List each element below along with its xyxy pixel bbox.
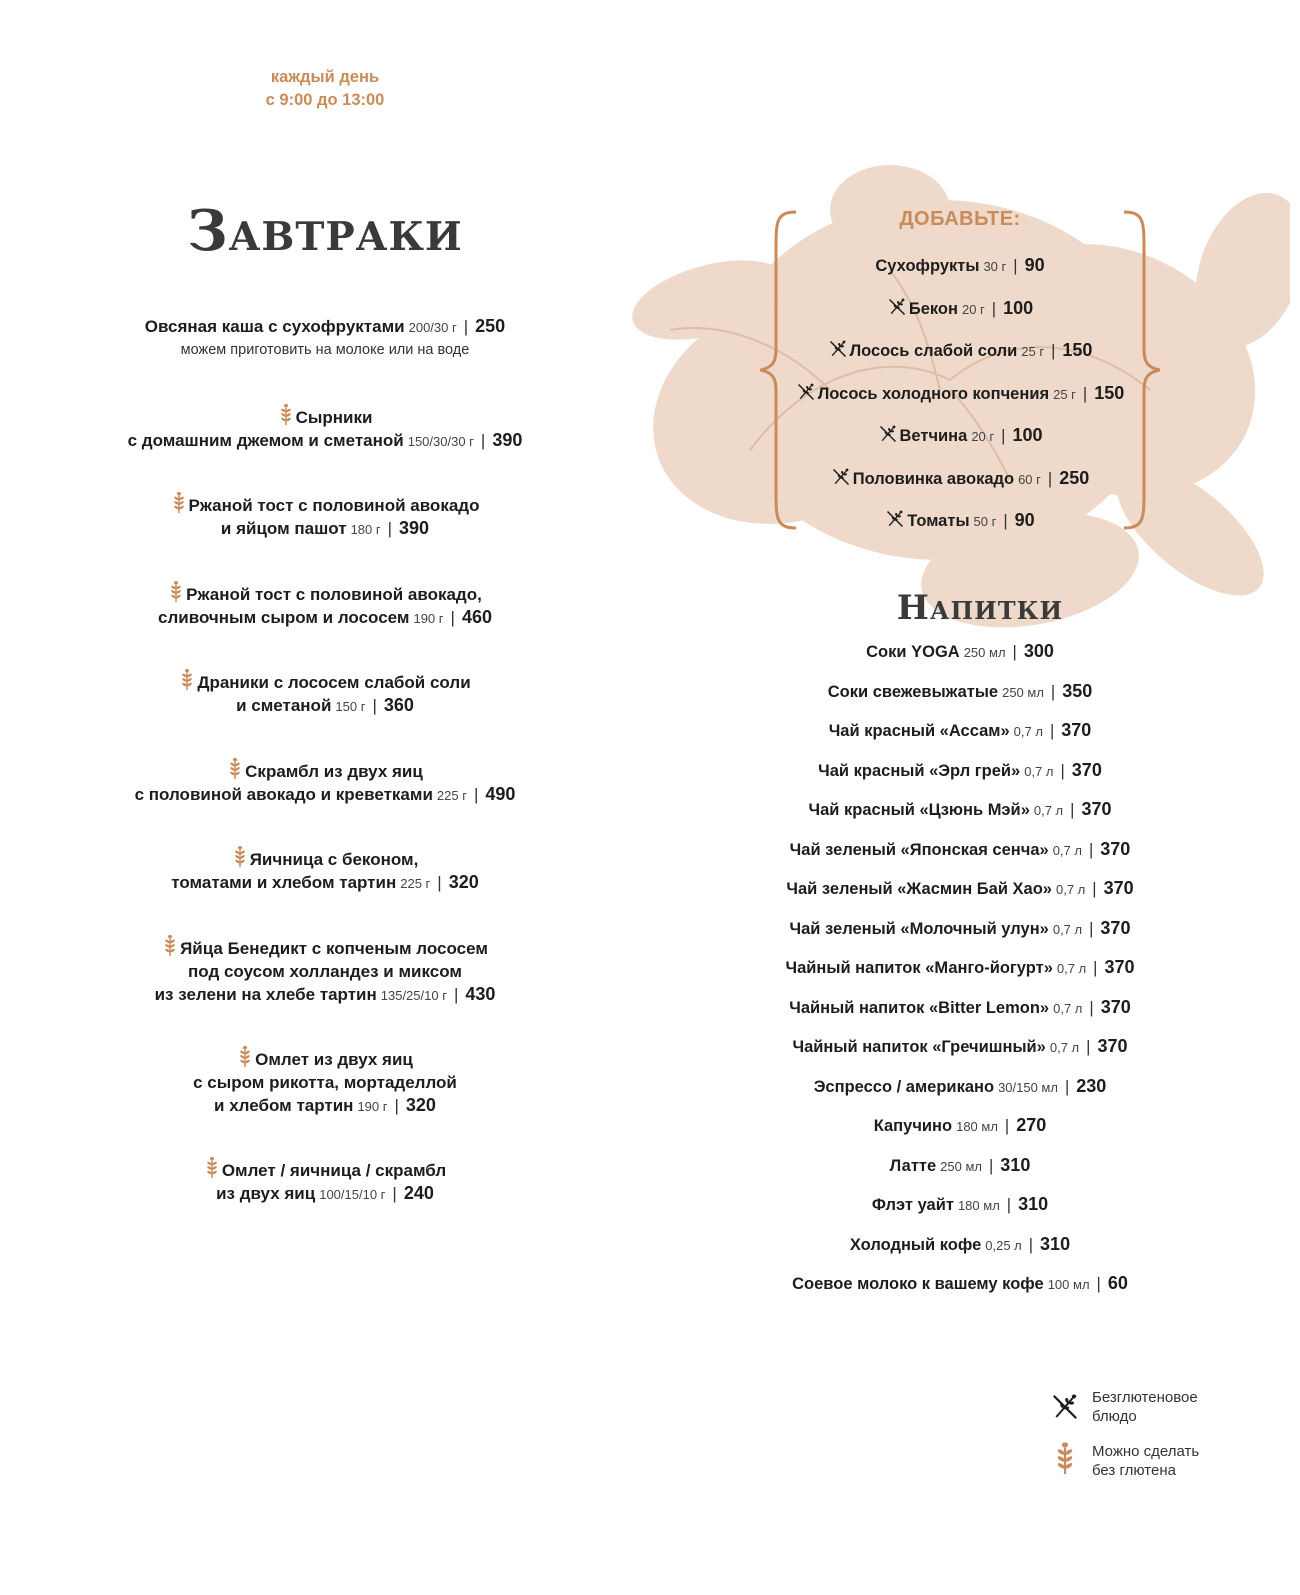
hours-line-1: каждый день bbox=[270, 68, 380, 86]
item-price: 360 bbox=[383, 695, 414, 715]
addon-item: Половинка авокадо 60 г | 250 bbox=[760, 465, 1160, 508]
addon-price: 150 bbox=[1062, 340, 1093, 360]
drink-item: Чай зеленый «Жасмин Бай Хао» 0,7 л | 370 bbox=[786, 878, 1134, 898]
drink-item: Чайный напиток «Bitter Lemon» 0,7 л | 370 bbox=[789, 996, 1131, 1017]
addon-name: Сухофрукты bbox=[875, 257, 980, 275]
drink-item: Чай красный «Цзюнь Мэй» 0,7 л | 370 bbox=[808, 799, 1112, 819]
drinks-section-title: Напитки bbox=[896, 588, 1064, 628]
menu-item: Омлет из двух яиц с сыром рикотта, мортаделлой и хлебом тартин 190 г | 320 bbox=[100, 1046, 550, 1118]
item-weight: 225 г bbox=[436, 788, 467, 803]
addon-name: Бекон bbox=[908, 299, 958, 318]
drink-volume: 180 мл bbox=[957, 1198, 1000, 1213]
drink-item: Эспрессо / американо 30/150 мл | 230 bbox=[813, 1075, 1107, 1096]
item-note: можем приготовить на молоке или на воде bbox=[180, 342, 470, 358]
drink-price: 60 bbox=[1107, 1273, 1128, 1293]
drink-volume: 0,7 л bbox=[1056, 882, 1086, 897]
item-price: 490 bbox=[485, 784, 516, 804]
drink-item: Чай зеленый «Японская сенча» 0,7 л | 370 bbox=[789, 838, 1131, 859]
drink-price: 370 bbox=[1100, 838, 1131, 859]
drink-price: 370 bbox=[1100, 917, 1131, 938]
gluten-free-icon bbox=[885, 509, 905, 529]
item-name: Ржаной тост с половиной авокадо, bbox=[186, 585, 482, 604]
addon-item: Бекон 20 г | 100 bbox=[760, 295, 1160, 338]
drink-name: Капучино bbox=[873, 1117, 953, 1135]
menu-item: Ржаной тост с половиной авокадо и яйцом пашот 180 г | 390 bbox=[100, 492, 550, 541]
item-name: Драники с лососем слабой соли bbox=[197, 673, 471, 692]
legend-gluten-free-line2: блюдо bbox=[1092, 1408, 1137, 1425]
item-name: Яичница с беконом, bbox=[249, 850, 419, 869]
drink-item: Холодный кофе 0,25 л | 310 bbox=[849, 1233, 1071, 1254]
addon-price: 90 bbox=[1014, 510, 1035, 530]
item-price: 320 bbox=[448, 872, 479, 892]
menu-item: Скрамбл из двух яиц с половиной авокадо и креветками 225 г | 490 bbox=[100, 758, 550, 807]
item-weight: 190 г bbox=[413, 611, 444, 626]
menu-item: Ржаной тост с половиной авокадо, сливочным сыром и лососем 190 г | 460 bbox=[100, 581, 550, 630]
gluten-free-icon bbox=[878, 424, 898, 444]
wheat-icon bbox=[162, 935, 178, 957]
drink-item: Латте 250 мл | 310 bbox=[889, 1154, 1031, 1175]
item-price: 240 bbox=[403, 1183, 434, 1203]
addon-weight: 30 г bbox=[983, 259, 1007, 274]
addon-item: Лосось слабой соли 25 г | 150 bbox=[760, 337, 1160, 380]
drink-price: 370 bbox=[1081, 799, 1112, 819]
addon-weight: 25 г bbox=[1053, 386, 1076, 402]
item-name: Ржаной тост с половиной авокадо bbox=[188, 496, 480, 515]
addons-heading: ДОБАВЬТЕ: bbox=[899, 208, 1021, 230]
drink-price: 230 bbox=[1076, 1075, 1107, 1096]
drink-name: Чай зеленый «Японская сенча» bbox=[789, 840, 1049, 859]
drink-price: 370 bbox=[1061, 720, 1092, 740]
drink-volume: 0,7 л bbox=[1013, 724, 1043, 739]
item-name-cont: и сметаной bbox=[236, 696, 332, 715]
drink-item: Чай красный «Эрл грей» 0,7 л | 370 bbox=[818, 759, 1102, 780]
drink-item: Чай зеленый «Молочный улун» 0,7 л | 370 bbox=[789, 917, 1131, 938]
hours-line-2: с 9:00 до 13:00 bbox=[265, 91, 385, 109]
drink-item: Соки свежевыжатые 250 мл | 350 bbox=[827, 680, 1093, 701]
menu-item: Омлет / яичница / скрамбл из двух яиц 100/15/10 г | 240 bbox=[100, 1157, 550, 1206]
drink-item: Соки YOGA 250 мл | 300 bbox=[866, 641, 1054, 661]
item-price: 390 bbox=[492, 430, 523, 450]
item-name-cont: под соусом холландез и миксом bbox=[188, 962, 462, 981]
gluten-free-icon bbox=[887, 297, 907, 317]
drink-price: 370 bbox=[1103, 878, 1134, 898]
item-weight: 190 г bbox=[357, 1099, 388, 1114]
item-name: Скрамбл из двух яиц bbox=[245, 762, 423, 781]
item-name-cont: томатами и хлебом тартин bbox=[171, 873, 397, 892]
drink-price: 300 bbox=[1023, 641, 1054, 661]
item-price: 430 bbox=[465, 984, 496, 1004]
item-name-cont: с половиной авокадо и креветками bbox=[134, 785, 433, 804]
addon-price: 90 bbox=[1024, 255, 1045, 275]
drink-name: Чай красный «Ассам» bbox=[828, 722, 1010, 740]
addon-weight: 20 г bbox=[961, 301, 985, 317]
drink-name: Чай зеленый «Молочный улун» bbox=[789, 919, 1049, 938]
item-name: Сырники bbox=[295, 408, 373, 427]
item-price: 250 bbox=[475, 316, 506, 336]
drink-price: 310 bbox=[1040, 1233, 1071, 1254]
item-name: Омлет / яичница / скрамбл bbox=[221, 1161, 447, 1180]
drink-name: Чайный напиток «Гречишный» bbox=[792, 1038, 1046, 1056]
drink-volume: 0,7 л bbox=[1052, 842, 1082, 858]
addon-weight: 20 г bbox=[971, 429, 995, 444]
item-weight: 180 г bbox=[350, 522, 381, 537]
wheat-icon bbox=[237, 1046, 253, 1068]
legend-can-make-line2: без глютена bbox=[1092, 1462, 1176, 1479]
wheat-icon bbox=[227, 758, 243, 780]
drink-volume: 0,7 л bbox=[1033, 803, 1064, 818]
wheat-icon bbox=[278, 404, 294, 426]
drink-price: 370 bbox=[1097, 1036, 1128, 1056]
addon-item: Лосось холодного копчения 25 г | 150 bbox=[760, 380, 1160, 423]
drink-name: Латте bbox=[889, 1156, 937, 1175]
addon-name: Ветчина bbox=[899, 427, 968, 445]
item-weight: 135/25/10 г bbox=[380, 988, 447, 1003]
gluten-free-icon bbox=[831, 467, 851, 487]
drink-name: Соки YOGA bbox=[866, 643, 960, 661]
item-name-cont: из зелени на хлебе тартин bbox=[154, 985, 377, 1004]
drink-volume: 0,7 л bbox=[1052, 921, 1083, 937]
item-name-cont: сливочным сыром и лососем bbox=[158, 608, 410, 627]
drink-item: Чай красный «Ассам» 0,7 л | 370 bbox=[828, 720, 1092, 740]
drink-name: Чайный напиток «Манго-йогурт» bbox=[785, 959, 1053, 977]
drink-volume: 0,7 л bbox=[1024, 763, 1054, 779]
addon-weight: 50 г bbox=[973, 514, 997, 529]
item-name-cont: с сыром рикотта, мортаделлой bbox=[193, 1073, 457, 1092]
item-weight: 200/30 г bbox=[408, 320, 457, 335]
item-name-cont: и яйцом пашот bbox=[220, 519, 347, 538]
drink-volume: 0,7 л bbox=[1056, 961, 1087, 976]
drink-volume: 100 мл bbox=[1047, 1277, 1090, 1292]
gluten-free-icon bbox=[828, 339, 848, 359]
drink-item: Чайный напиток «Манго-йогурт» 0,7 л | 370 bbox=[785, 957, 1135, 977]
addon-name: Лосось слабой соли bbox=[849, 342, 1018, 360]
drink-item: Флэт уайт 180 мл | 310 bbox=[871, 1194, 1049, 1214]
addon-item: Сухофрукты 30 г | 90 bbox=[875, 255, 1045, 275]
wheat-icon bbox=[179, 669, 195, 691]
item-name: Овсяная каша с сухофруктами bbox=[144, 317, 405, 336]
addon-price: 150 bbox=[1094, 382, 1125, 403]
drink-name: Холодный кофе bbox=[849, 1235, 982, 1254]
addon-weight: 60 г bbox=[1018, 471, 1041, 487]
drink-name: Соевое молоко к вашему кофе bbox=[792, 1275, 1044, 1293]
item-price: 460 bbox=[461, 607, 492, 627]
addon-name: Половинка авокадо bbox=[852, 469, 1015, 488]
wheat-icon bbox=[1054, 1442, 1076, 1476]
item-name-cont: и хлебом тартин bbox=[214, 1096, 354, 1115]
item-weight: 100/15/10 г bbox=[319, 1187, 386, 1202]
drink-name: Чай зеленый «Жасмин Бай Хао» bbox=[786, 880, 1052, 898]
drink-name: Флэт уайт bbox=[871, 1196, 954, 1214]
drink-name: Соки свежевыжатые bbox=[827, 682, 999, 701]
drink-volume: 0,7 л bbox=[1053, 1000, 1083, 1016]
item-weight: 150 г bbox=[335, 699, 366, 714]
item-name-cont: из двух яиц bbox=[216, 1184, 316, 1203]
drink-item: Чайный напиток «Гречишный» 0,7 л | 370 bbox=[792, 1036, 1128, 1056]
drink-price: 270 bbox=[1016, 1115, 1047, 1135]
breakfast-section-title: Завтраки bbox=[187, 198, 463, 264]
drink-volume: 250 мл bbox=[963, 645, 1006, 660]
drink-volume: 180 мл bbox=[956, 1119, 998, 1134]
drink-volume: 250 мл bbox=[940, 1158, 982, 1174]
addons-list bbox=[760, 252, 1160, 550]
opening-hours bbox=[220, 66, 430, 112]
drink-name: Чайный напиток «Bitter Lemon» bbox=[789, 998, 1050, 1017]
drink-name: Эспрессо / американо bbox=[813, 1077, 995, 1096]
addon-price: 100 bbox=[1003, 297, 1034, 318]
drinks-list bbox=[740, 638, 1180, 1310]
wheat-icon bbox=[204, 1157, 220, 1179]
drink-item: Капучино 180 мл | 270 bbox=[873, 1115, 1047, 1135]
drink-volume: 250 мл bbox=[1002, 684, 1044, 700]
addon-name: Томаты bbox=[907, 512, 970, 530]
drink-volume: 0,7 л bbox=[1049, 1040, 1080, 1055]
addon-item: Томаты 50 г | 90 bbox=[760, 507, 1160, 550]
item-price: 390 bbox=[399, 518, 430, 538]
drink-item: Соевое молоко к вашему кофе 100 мл | 60 bbox=[792, 1273, 1128, 1293]
drink-price: 310 bbox=[1000, 1154, 1031, 1175]
menu-item: Яйца Бенедикт с копченым лососем под соусом холландез и миксом из зелени на хлебе тартин 135/25/10 г | 430 bbox=[100, 935, 550, 1007]
gluten-free-icon bbox=[1050, 1392, 1080, 1422]
menu-item: Сырники с домашним джемом и сметаной 150/30/30 г | 390 bbox=[100, 404, 550, 453]
drink-name: Чай красный «Цзюнь Мэй» bbox=[808, 801, 1030, 819]
addon-item: Ветчина 20 г | 100 bbox=[760, 422, 1160, 465]
legend-gluten-free-line1: Безглютеновое bbox=[1092, 1389, 1198, 1406]
drink-volume: 0,25 л bbox=[985, 1237, 1022, 1253]
addon-name: Лосось холодного копчения bbox=[817, 384, 1050, 403]
addon-price: 100 bbox=[1012, 425, 1043, 445]
gluten-free-icon bbox=[796, 382, 816, 402]
item-name: Омлет из двух яиц bbox=[255, 1050, 413, 1069]
drink-price: 350 bbox=[1062, 680, 1093, 701]
drink-price: 370 bbox=[1100, 996, 1131, 1017]
item-weight: 225 г bbox=[400, 876, 431, 891]
drink-price: 310 bbox=[1018, 1194, 1049, 1214]
menu-item: Яичница с беконом, томатами и хлебом тартин 225 г | 320 bbox=[100, 846, 550, 895]
item-name: Яйца Бенедикт с копченым лососем bbox=[180, 939, 488, 958]
drink-price: 370 bbox=[1104, 957, 1135, 977]
wheat-icon bbox=[232, 846, 248, 868]
drink-price: 370 bbox=[1071, 759, 1102, 780]
drink-name: Чай красный «Эрл грей» bbox=[818, 761, 1021, 780]
wheat-icon bbox=[168, 581, 184, 603]
item-name-cont: с домашним джемом и сметаной bbox=[127, 431, 404, 450]
menu-item: Драники с лососем слабой соли и сметаной 150 г | 360 bbox=[100, 669, 550, 718]
item-weight: 150/30/30 г bbox=[407, 434, 474, 449]
menu-item: Овсяная каша с сухофруктами 200/30 г | 250 можем приготовить на молоке или на воде bbox=[100, 315, 550, 361]
item-price: 320 bbox=[405, 1095, 436, 1115]
addon-weight: 25 г bbox=[1021, 344, 1045, 359]
drink-volume: 30/150 мл bbox=[998, 1079, 1058, 1095]
addon-price: 250 bbox=[1059, 467, 1090, 488]
legend-can-make-line1: Можно сделать bbox=[1092, 1443, 1200, 1460]
wheat-icon bbox=[171, 492, 187, 514]
